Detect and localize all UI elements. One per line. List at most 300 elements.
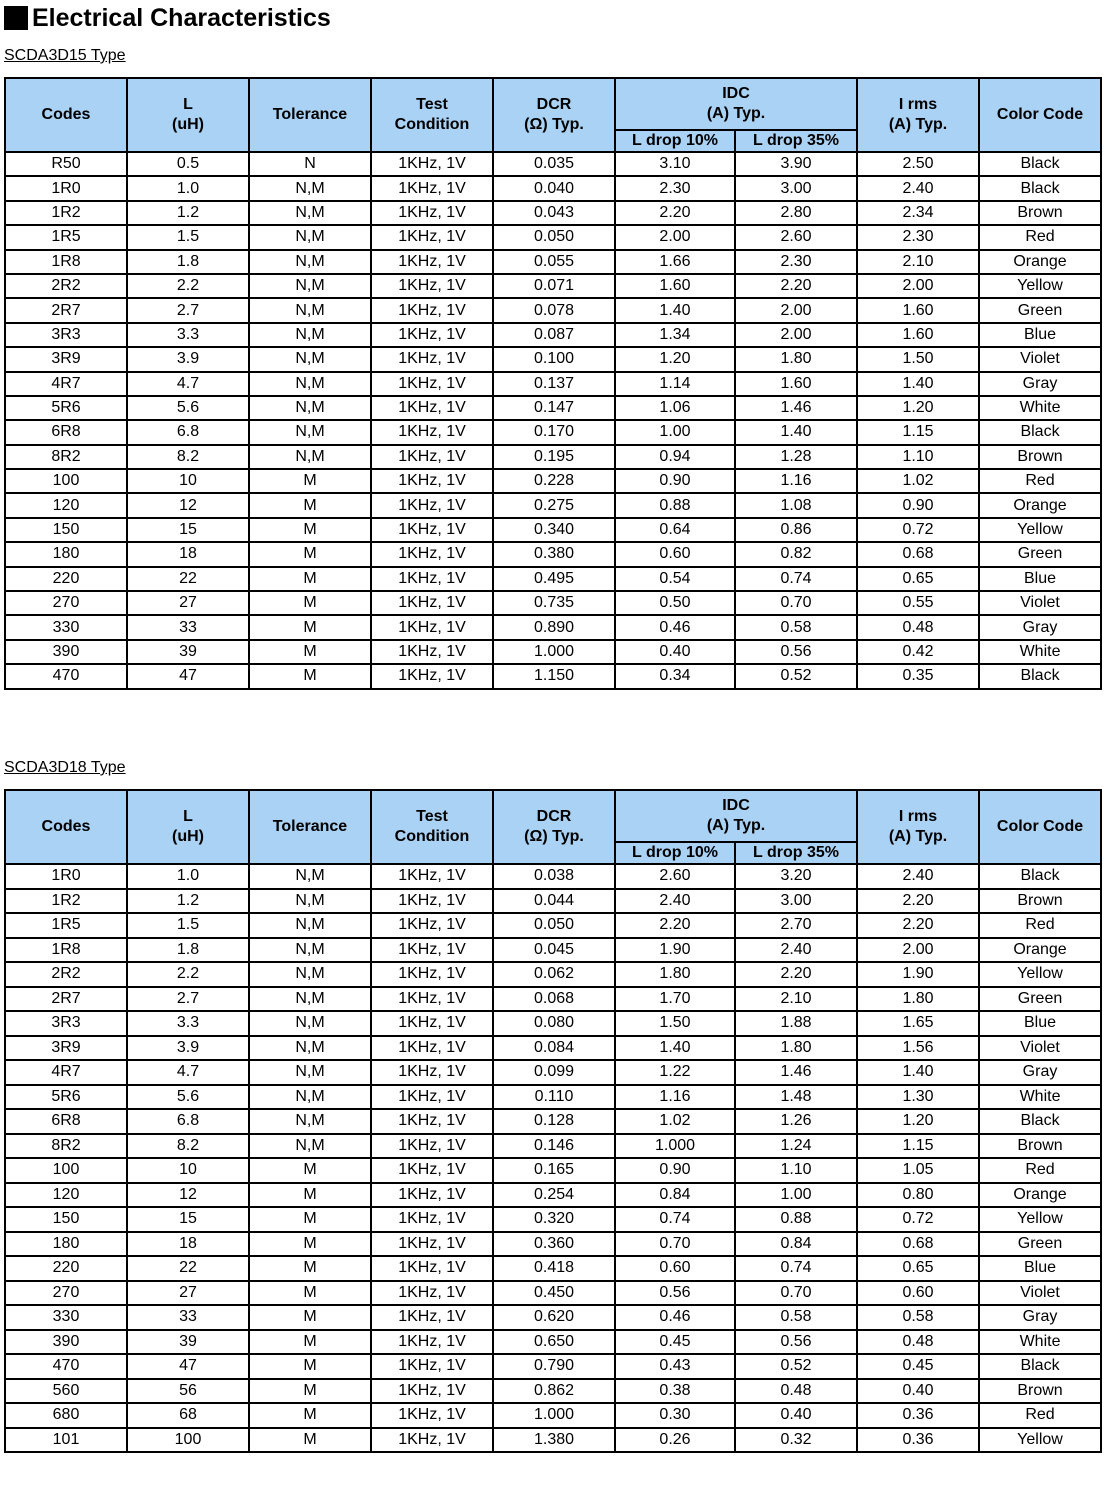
- inductance-cell: 68: [127, 1403, 249, 1428]
- tolerance-cell: M: [249, 664, 371, 688]
- color-code-cell: White: [979, 640, 1101, 664]
- idc-l-drop-35-cell: 1.80: [735, 347, 857, 371]
- table-row: [5, 1134, 1101, 1159]
- idc-l-drop-10-cell: 0.30: [615, 1403, 735, 1428]
- test-condition-cell: 1KHz, 1V: [371, 201, 493, 225]
- header-irms: I rms (A) Typ.: [857, 790, 979, 864]
- spec-table-scda3d18: [4, 789, 1102, 1453]
- code-cell: 390: [5, 640, 127, 664]
- idc-l-drop-10-cell: 1.02: [615, 1109, 735, 1134]
- tolerance-cell: M: [249, 1207, 371, 1232]
- inductance-cell: 8.2: [127, 445, 249, 469]
- dcr-cell: 0.087: [493, 323, 615, 347]
- idc-l-drop-10-cell: 0.90: [615, 1158, 735, 1183]
- code-cell: 270: [5, 1281, 127, 1306]
- code-cell: 1R8: [5, 938, 127, 963]
- color-code-cell: Red: [979, 225, 1101, 249]
- idc-l-drop-10-cell: 0.54: [615, 567, 735, 591]
- idc-l-drop-35-cell: 0.52: [735, 664, 857, 688]
- code-cell: 470: [5, 1354, 127, 1379]
- inductance-cell: 1.5: [127, 225, 249, 249]
- irms-cell: 1.56: [857, 1036, 979, 1061]
- dcr-cell: 0.380: [493, 542, 615, 566]
- dcr-cell: 0.450: [493, 1281, 615, 1306]
- table-row: [5, 664, 1101, 688]
- irms-cell: 0.72: [857, 1207, 979, 1232]
- tolerance-cell: N,M: [249, 1060, 371, 1085]
- idc-l-drop-10-cell: 0.88: [615, 493, 735, 517]
- idc-l-drop-35-cell: 2.10: [735, 987, 857, 1012]
- dcr-cell: 0.040: [493, 176, 615, 200]
- header-codes: Codes: [5, 78, 127, 152]
- idc-l-drop-35-cell: 1.88: [735, 1011, 857, 1036]
- irms-cell: 2.34: [857, 201, 979, 225]
- code-cell: 2R2: [5, 274, 127, 298]
- page-title: [4, 2, 331, 34]
- inductance-cell: 47: [127, 1354, 249, 1379]
- code-cell: 5R6: [5, 396, 127, 420]
- dcr-cell: 1.380: [493, 1428, 615, 1453]
- code-cell: 6R8: [5, 1109, 127, 1134]
- code-cell: 6R8: [5, 420, 127, 444]
- idc-l-drop-35-cell: 0.70: [735, 1281, 857, 1306]
- tolerance-cell: M: [249, 542, 371, 566]
- tolerance-cell: N,M: [249, 1109, 371, 1134]
- inductance-cell: 18: [127, 1232, 249, 1257]
- dcr-cell: 0.055: [493, 250, 615, 274]
- color-code-cell: Brown: [979, 889, 1101, 914]
- inductance-cell: 1.2: [127, 201, 249, 225]
- dcr-cell: 0.165: [493, 1158, 615, 1183]
- color-code-cell: Violet: [979, 1281, 1101, 1306]
- color-code-cell: Blue: [979, 323, 1101, 347]
- code-cell: 1R0: [5, 864, 127, 889]
- dcr-cell: 0.035: [493, 152, 615, 176]
- tolerance-cell: N,M: [249, 1036, 371, 1061]
- dcr-cell: 0.620: [493, 1305, 615, 1330]
- idc-l-drop-10-cell: 1.000: [615, 1134, 735, 1159]
- color-code-cell: Black: [979, 864, 1101, 889]
- idc-l-drop-35-cell: 1.60: [735, 372, 857, 396]
- idc-l-drop-10-cell: 0.94: [615, 445, 735, 469]
- dcr-cell: 0.147: [493, 396, 615, 420]
- code-cell: 3R9: [5, 347, 127, 371]
- table-row: [5, 1354, 1101, 1379]
- code-cell: 680: [5, 1403, 127, 1428]
- irms-cell: 1.20: [857, 396, 979, 420]
- dcr-cell: 0.495: [493, 567, 615, 591]
- tolerance-cell: M: [249, 567, 371, 591]
- header-test-condition: Test Condition: [371, 790, 493, 864]
- inductance-cell: 6.8: [127, 1109, 249, 1134]
- color-code-cell: Red: [979, 1158, 1101, 1183]
- tolerance-cell: N,M: [249, 201, 371, 225]
- idc-l-drop-10-cell: 0.70: [615, 1232, 735, 1257]
- test-condition-cell: 1KHz, 1V: [371, 298, 493, 322]
- test-condition-cell: 1KHz, 1V: [371, 567, 493, 591]
- dcr-cell: 0.038: [493, 864, 615, 889]
- table-row: [5, 567, 1101, 591]
- code-cell: 470: [5, 664, 127, 688]
- code-cell: 120: [5, 1183, 127, 1208]
- irms-cell: 1.90: [857, 962, 979, 987]
- dcr-cell: 0.044: [493, 889, 615, 914]
- tolerance-cell: N,M: [249, 298, 371, 322]
- idc-l-drop-10-cell: 1.70: [615, 987, 735, 1012]
- table-row: [5, 542, 1101, 566]
- black-square-icon: [4, 6, 28, 30]
- code-cell: 5R6: [5, 1085, 127, 1110]
- inductance-cell: 22: [127, 1256, 249, 1281]
- table-row: [5, 176, 1101, 200]
- irms-cell: 0.36: [857, 1403, 979, 1428]
- idc-l-drop-10-cell: 0.90: [615, 469, 735, 493]
- test-condition-cell: 1KHz, 1V: [371, 542, 493, 566]
- tolerance-cell: N: [249, 152, 371, 176]
- page-title-text: Electrical Characteristics: [32, 3, 331, 32]
- code-cell: 8R2: [5, 1134, 127, 1159]
- irms-cell: 1.80: [857, 987, 979, 1012]
- code-cell: 3R3: [5, 1011, 127, 1036]
- idc-l-drop-35-cell: 1.00: [735, 1183, 857, 1208]
- tolerance-cell: N,M: [249, 372, 371, 396]
- table-row: [5, 1403, 1101, 1428]
- color-code-cell: Yellow: [979, 962, 1101, 987]
- color-code-cell: Black: [979, 176, 1101, 200]
- idc-l-drop-35-cell: 1.80: [735, 1036, 857, 1061]
- idc-l-drop-35-cell: 2.60: [735, 225, 857, 249]
- table-body: [5, 152, 1101, 689]
- irms-cell: 2.40: [857, 176, 979, 200]
- tolerance-cell: N,M: [249, 396, 371, 420]
- inductance-cell: 39: [127, 1330, 249, 1355]
- color-code-cell: Brown: [979, 1379, 1101, 1404]
- idc-l-drop-35-cell: 3.90: [735, 152, 857, 176]
- irms-cell: 2.10: [857, 250, 979, 274]
- dcr-cell: 0.078: [493, 298, 615, 322]
- table-row: [5, 274, 1101, 298]
- inductance-cell: 33: [127, 1305, 249, 1330]
- test-condition-cell: 1KHz, 1V: [371, 640, 493, 664]
- test-condition-cell: 1KHz, 1V: [371, 1134, 493, 1159]
- idc-l-drop-35-cell: 1.28: [735, 445, 857, 469]
- irms-cell: 2.40: [857, 864, 979, 889]
- code-cell: 1R2: [5, 201, 127, 225]
- irms-cell: 1.40: [857, 1060, 979, 1085]
- irms-cell: 0.68: [857, 542, 979, 566]
- dcr-cell: 0.080: [493, 1011, 615, 1036]
- color-code-cell: Gray: [979, 1305, 1101, 1330]
- idc-l-drop-35-cell: 0.40: [735, 1403, 857, 1428]
- test-condition-cell: 1KHz, 1V: [371, 1085, 493, 1110]
- tolerance-cell: N,M: [249, 347, 371, 371]
- idc-l-drop-10-cell: 0.40: [615, 640, 735, 664]
- color-code-cell: Yellow: [979, 1207, 1101, 1232]
- table-row: [5, 1060, 1101, 1085]
- inductance-cell: 2.2: [127, 962, 249, 987]
- test-condition-cell: 1KHz, 1V: [371, 250, 493, 274]
- test-condition-cell: 1KHz, 1V: [371, 518, 493, 542]
- dcr-cell: 0.045: [493, 938, 615, 963]
- table-row: [5, 396, 1101, 420]
- test-condition-cell: 1KHz, 1V: [371, 591, 493, 615]
- color-code-cell: Orange: [979, 1183, 1101, 1208]
- irms-cell: 0.36: [857, 1428, 979, 1453]
- code-cell: 101: [5, 1428, 127, 1453]
- code-cell: 8R2: [5, 445, 127, 469]
- table-row: [5, 1183, 1101, 1208]
- idc-l-drop-10-cell: 1.20: [615, 347, 735, 371]
- idc-l-drop-10-cell: 1.40: [615, 1036, 735, 1061]
- idc-l-drop-10-cell: 0.43: [615, 1354, 735, 1379]
- color-code-cell: Green: [979, 542, 1101, 566]
- idc-l-drop-35-cell: 0.48: [735, 1379, 857, 1404]
- inductance-cell: 2.7: [127, 987, 249, 1012]
- table-row: [5, 518, 1101, 542]
- inductance-cell: 1.2: [127, 889, 249, 914]
- color-code-cell: Gray: [979, 1060, 1101, 1085]
- table-row: [5, 1207, 1101, 1232]
- test-condition-cell: 1KHz, 1V: [371, 1330, 493, 1355]
- inductance-cell: 10: [127, 469, 249, 493]
- tolerance-cell: M: [249, 1232, 371, 1257]
- color-code-cell: Violet: [979, 347, 1101, 371]
- color-code-cell: Blue: [979, 1011, 1101, 1036]
- header-l-drop-10: L drop 10%: [615, 842, 735, 864]
- dcr-cell: 0.650: [493, 1330, 615, 1355]
- idc-l-drop-35-cell: 0.56: [735, 640, 857, 664]
- table-row: [5, 1330, 1101, 1355]
- dcr-cell: 0.084: [493, 1036, 615, 1061]
- tolerance-cell: M: [249, 591, 371, 615]
- dcr-cell: 0.418: [493, 1256, 615, 1281]
- irms-cell: 2.50: [857, 152, 979, 176]
- table-caption-scda3d15: SCDA3D15 Type: [4, 47, 126, 64]
- idc-l-drop-35-cell: 3.00: [735, 176, 857, 200]
- code-cell: 3R3: [5, 323, 127, 347]
- table-row: [5, 1428, 1101, 1453]
- inductance-cell: 2.2: [127, 274, 249, 298]
- idc-l-drop-10-cell: 1.00: [615, 420, 735, 444]
- code-cell: 390: [5, 1330, 127, 1355]
- irms-cell: 0.40: [857, 1379, 979, 1404]
- test-condition-cell: 1KHz, 1V: [371, 323, 493, 347]
- dcr-cell: 0.146: [493, 1134, 615, 1159]
- idc-l-drop-10-cell: 0.64: [615, 518, 735, 542]
- inductance-cell: 8.2: [127, 1134, 249, 1159]
- code-cell: 3R9: [5, 1036, 127, 1061]
- color-code-cell: Brown: [979, 201, 1101, 225]
- test-condition-cell: 1KHz, 1V: [371, 274, 493, 298]
- color-code-cell: Black: [979, 420, 1101, 444]
- idc-l-drop-35-cell: 0.84: [735, 1232, 857, 1257]
- table-row: [5, 201, 1101, 225]
- irms-cell: 0.58: [857, 1305, 979, 1330]
- idc-l-drop-35-cell: 1.48: [735, 1085, 857, 1110]
- table-row: [5, 1305, 1101, 1330]
- code-cell: 220: [5, 567, 127, 591]
- idc-l-drop-35-cell: 0.32: [735, 1428, 857, 1453]
- code-cell: R50: [5, 152, 127, 176]
- idc-l-drop-10-cell: 1.06: [615, 396, 735, 420]
- inductance-cell: 15: [127, 518, 249, 542]
- inductance-cell: 3.9: [127, 1036, 249, 1061]
- tolerance-cell: M: [249, 615, 371, 639]
- idc-l-drop-10-cell: 2.60: [615, 864, 735, 889]
- table-row: [5, 298, 1101, 322]
- tolerance-cell: M: [249, 518, 371, 542]
- table-row: [5, 889, 1101, 914]
- idc-l-drop-10-cell: 1.66: [615, 250, 735, 274]
- idc-l-drop-10-cell: 1.80: [615, 962, 735, 987]
- idc-l-drop-10-cell: 1.50: [615, 1011, 735, 1036]
- code-cell: 1R5: [5, 913, 127, 938]
- dcr-cell: 1.000: [493, 1403, 615, 1428]
- idc-l-drop-35-cell: 0.58: [735, 615, 857, 639]
- inductance-cell: 12: [127, 493, 249, 517]
- header-dcr: DCR (Ω) Typ.: [493, 790, 615, 864]
- idc-l-drop-35-cell: 2.00: [735, 298, 857, 322]
- header-inductance: L (uH): [127, 78, 249, 152]
- color-code-cell: Orange: [979, 250, 1101, 274]
- inductance-cell: 47: [127, 664, 249, 688]
- code-cell: 330: [5, 615, 127, 639]
- inductance-cell: 10: [127, 1158, 249, 1183]
- code-cell: 150: [5, 518, 127, 542]
- idc-l-drop-35-cell: 1.40: [735, 420, 857, 444]
- idc-l-drop-35-cell: 1.08: [735, 493, 857, 517]
- table-row: [5, 152, 1101, 176]
- idc-l-drop-35-cell: 2.70: [735, 913, 857, 938]
- idc-l-drop-35-cell: 2.40: [735, 938, 857, 963]
- code-cell: 330: [5, 1305, 127, 1330]
- idc-l-drop-10-cell: 1.16: [615, 1085, 735, 1110]
- table-row: [5, 1036, 1101, 1061]
- idc-l-drop-35-cell: 0.56: [735, 1330, 857, 1355]
- tolerance-cell: M: [249, 469, 371, 493]
- test-condition-cell: 1KHz, 1V: [371, 1428, 493, 1453]
- irms-cell: 2.30: [857, 225, 979, 249]
- test-condition-cell: 1KHz, 1V: [371, 1354, 493, 1379]
- dcr-cell: 0.043: [493, 201, 615, 225]
- idc-l-drop-35-cell: 3.00: [735, 889, 857, 914]
- idc-l-drop-35-cell: 0.86: [735, 518, 857, 542]
- test-condition-cell: 1KHz, 1V: [371, 493, 493, 517]
- tolerance-cell: M: [249, 1281, 371, 1306]
- irms-cell: 2.20: [857, 913, 979, 938]
- idc-l-drop-35-cell: 1.10: [735, 1158, 857, 1183]
- test-condition-cell: 1KHz, 1V: [371, 913, 493, 938]
- code-cell: 100: [5, 469, 127, 493]
- inductance-cell: 5.6: [127, 396, 249, 420]
- tolerance-cell: N,M: [249, 938, 371, 963]
- inductance-cell: 5.6: [127, 1085, 249, 1110]
- tolerance-cell: M: [249, 1403, 371, 1428]
- irms-cell: 2.00: [857, 938, 979, 963]
- color-code-cell: Green: [979, 987, 1101, 1012]
- color-code-cell: Red: [979, 913, 1101, 938]
- color-code-cell: Green: [979, 1232, 1101, 1257]
- test-condition-cell: 1KHz, 1V: [371, 1305, 493, 1330]
- table-row: [5, 420, 1101, 444]
- test-condition-cell: 1KHz, 1V: [371, 938, 493, 963]
- code-cell: 2R7: [5, 987, 127, 1012]
- idc-l-drop-35-cell: 0.52: [735, 1354, 857, 1379]
- tolerance-cell: N,M: [249, 1011, 371, 1036]
- idc-l-drop-10-cell: 2.30: [615, 176, 735, 200]
- test-condition-cell: 1KHz, 1V: [371, 152, 493, 176]
- irms-cell: 0.48: [857, 1330, 979, 1355]
- idc-l-drop-10-cell: 0.84: [615, 1183, 735, 1208]
- color-code-cell: Orange: [979, 493, 1101, 517]
- idc-l-drop-10-cell: 1.40: [615, 298, 735, 322]
- dcr-cell: 0.340: [493, 518, 615, 542]
- irms-cell: 1.10: [857, 445, 979, 469]
- color-code-cell: Brown: [979, 1134, 1101, 1159]
- inductance-cell: 4.7: [127, 372, 249, 396]
- tolerance-cell: N,M: [249, 1085, 371, 1110]
- inductance-cell: 4.7: [127, 1060, 249, 1085]
- code-cell: 560: [5, 1379, 127, 1404]
- idc-l-drop-35-cell: 1.26: [735, 1109, 857, 1134]
- inductance-cell: 100: [127, 1428, 249, 1453]
- irms-cell: 1.50: [857, 347, 979, 371]
- test-condition-cell: 1KHz, 1V: [371, 1060, 493, 1085]
- code-cell: 1R0: [5, 176, 127, 200]
- idc-l-drop-35-cell: 0.74: [735, 1256, 857, 1281]
- test-condition-cell: 1KHz, 1V: [371, 1011, 493, 1036]
- inductance-cell: 3.3: [127, 1011, 249, 1036]
- table-row: [5, 962, 1101, 987]
- inductance-cell: 1.0: [127, 176, 249, 200]
- test-condition-cell: 1KHz, 1V: [371, 372, 493, 396]
- idc-l-drop-10-cell: 0.26: [615, 1428, 735, 1453]
- color-code-cell: Blue: [979, 1256, 1101, 1281]
- dcr-cell: 0.275: [493, 493, 615, 517]
- irms-cell: 1.15: [857, 1134, 979, 1159]
- dcr-cell: 0.735: [493, 591, 615, 615]
- irms-cell: 1.30: [857, 1085, 979, 1110]
- code-cell: 150: [5, 1207, 127, 1232]
- test-condition-cell: 1KHz, 1V: [371, 962, 493, 987]
- color-code-cell: Red: [979, 469, 1101, 493]
- table-row: [5, 372, 1101, 396]
- idc-l-drop-10-cell: 3.10: [615, 152, 735, 176]
- irms-cell: 1.60: [857, 323, 979, 347]
- color-code-cell: Violet: [979, 591, 1101, 615]
- table-row: [5, 1281, 1101, 1306]
- test-condition-cell: 1KHz, 1V: [371, 1232, 493, 1257]
- test-condition-cell: 1KHz, 1V: [371, 664, 493, 688]
- idc-l-drop-35-cell: 2.30: [735, 250, 857, 274]
- dcr-cell: 0.170: [493, 420, 615, 444]
- tolerance-cell: M: [249, 1428, 371, 1453]
- tolerance-cell: M: [249, 1379, 371, 1404]
- irms-cell: 2.20: [857, 889, 979, 914]
- code-cell: 180: [5, 1232, 127, 1257]
- code-cell: 1R8: [5, 250, 127, 274]
- table-row: [5, 864, 1101, 889]
- irms-cell: 1.40: [857, 372, 979, 396]
- tolerance-cell: N,M: [249, 420, 371, 444]
- header-inductance: L (uH): [127, 790, 249, 864]
- table-row: [5, 1158, 1101, 1183]
- idc-l-drop-10-cell: 1.22: [615, 1060, 735, 1085]
- idc-l-drop-10-cell: 2.20: [615, 201, 735, 225]
- color-code-cell: Yellow: [979, 518, 1101, 542]
- irms-cell: 0.45: [857, 1354, 979, 1379]
- idc-l-drop-10-cell: 0.45: [615, 1330, 735, 1355]
